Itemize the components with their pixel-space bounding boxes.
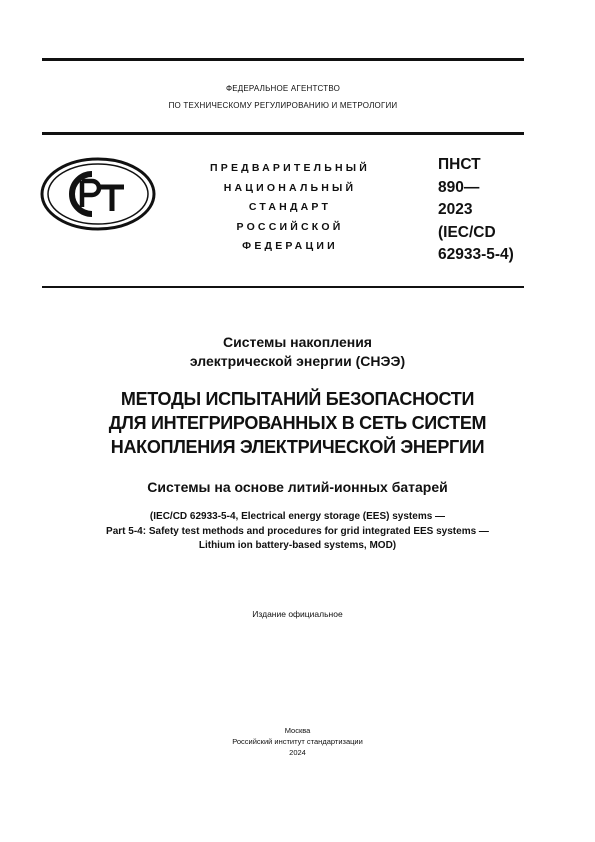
imprint-year: 2024 <box>289 748 306 757</box>
designation-line: ПНСТ <box>438 156 481 173</box>
imprint <box>0 725 595 758</box>
original-title <box>30 510 565 554</box>
standard-type-line: ПРЕДВАРИТЕЛЬНЫЙ <box>210 162 370 174</box>
designation-line: 62933-5-4) <box>438 246 514 263</box>
edition-label: Издание официальное <box>252 609 343 619</box>
standard-type-line: СТАНДАРТ <box>248 201 332 213</box>
original-title-line: (IEC/CD 62933-5-4, Electrical energy storage (EES) systems — <box>149 511 446 522</box>
agency-line-1: ФЕДЕРАЛЬНОЕ АГЕНТСТВО <box>225 84 341 93</box>
designation-line: (IEC/CD <box>438 223 496 241</box>
main-title-line: ДЛЯ ИНТЕГРИРОВАННЫХ В СЕТЬ СИСТЕМ <box>108 413 487 433</box>
agency-line-2: ПО ТЕХНИЧЕСКОМУ РЕГУЛИРОВАНИЮ И МЕТРОЛОГИИ <box>168 101 398 110</box>
imprint-publisher: Российский институт стандартизации <box>232 737 363 746</box>
general-title <box>30 333 565 371</box>
subtitle: Системы на основе литий-ионных батарей <box>147 479 448 495</box>
standard-type <box>190 159 390 257</box>
standard-type-line: РОССИЙСКОЙ <box>236 220 344 233</box>
standard-designation <box>438 154 514 267</box>
designation-line: 2023 <box>438 201 473 218</box>
main-title <box>30 387 565 459</box>
original-title-line: Lithium ion battery-based systems, MOD) <box>198 540 397 551</box>
top-rule <box>42 58 524 61</box>
general-title-line: Системы накопления <box>223 334 372 350</box>
header-rule <box>42 132 524 135</box>
designation-line: 890— <box>438 178 480 196</box>
general-title-line: электрической энергии (СНЭЭ) <box>189 353 406 369</box>
main-title-line: НАКОПЛЕНИЯ ЭЛЕКТРИЧЕСКОЙ ЭНЕРГИИ <box>110 437 485 457</box>
title-block-rule <box>42 286 524 288</box>
gost-r-logo-icon <box>40 157 156 231</box>
imprint-city: Москва <box>284 726 311 735</box>
standard-type-line: ФЕДЕРАЦИИ <box>242 240 338 252</box>
original-title-line: Part 5-4: Safety test methods and procedures for grid integrated EES systems — <box>106 525 489 537</box>
standard-type-line: НАЦИОНАЛЬНЫЙ <box>223 181 357 194</box>
main-title-line: МЕТОДЫ ИСПЫТАНИЙ БЕЗОПАСНОСТИ <box>120 389 475 409</box>
